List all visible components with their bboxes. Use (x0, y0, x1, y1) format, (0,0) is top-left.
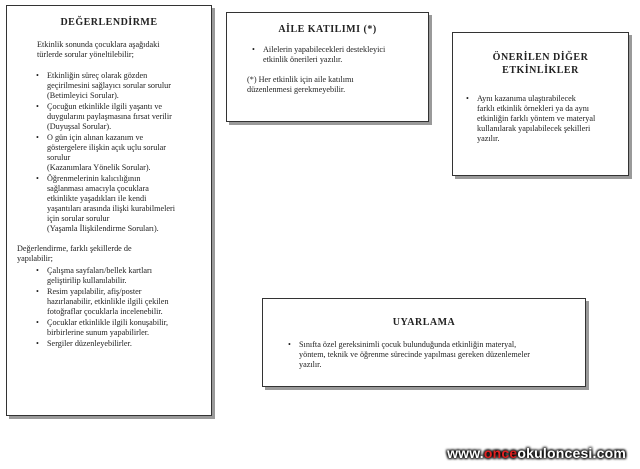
aile-note-line-2: düzenlenmesi gerekmeyebilir. (247, 85, 346, 94)
uyarlama-box (262, 298, 586, 387)
uyarlama-list (283, 340, 585, 370)
aile-item (263, 45, 428, 65)
method-item-line: hazırlanabilir, etkinlikle ilgili çekilen (47, 297, 169, 306)
method-item-line: • Resim yapılabilir, afiş/poster (47, 287, 142, 296)
oneri-title-line-2: ETKİNLİKLER (502, 65, 579, 76)
method-item-line: • Çalışma sayfaları/bellek kartları (47, 266, 153, 275)
degerlendirme-intro-line-2: türlerde sorular yöneltilebilir; (37, 50, 134, 59)
onerilen-etkinlikler-box (452, 32, 629, 176)
method-item-line: fotoğraflar çocuklarla incelenebilir. (47, 307, 163, 316)
uyarlama-item-line: • Sınıfta özel gereksinimli çocuk bulunduğunda etkinliğin materyal, (299, 340, 517, 349)
question-type-item-line: geçirilmesini sağlayıcı sorular sorulur (47, 81, 171, 90)
oneri-item (477, 94, 628, 144)
question-type-item-line: etkinlikte yaşadıkları ile kendi (47, 194, 147, 203)
aile-katilimi-list (247, 45, 428, 65)
oneri-item-line: • Aynı kazanıma ulaştırabilecek (477, 94, 576, 103)
watermark-text (447, 445, 626, 461)
oneri-item-line: etkinliğin farklı yöntem ve materyal (477, 114, 596, 123)
degerlendirme-intro2-line-1: Değerlendirme, farklı şekillerde de (17, 244, 132, 253)
oneri-item-line: yazılır. (477, 134, 500, 143)
degerlendirme-box (6, 5, 212, 416)
method-item (47, 318, 211, 338)
method-item (47, 266, 211, 286)
question-type-item-line: için sorular sorulur (47, 214, 110, 223)
question-type-item-line: (Duyuşsal Sorular). (47, 122, 112, 131)
aile-item-line: • Ailelerin yapabilecekleri destekleyici (263, 45, 386, 54)
method-item-line: birbirlerine sunum yapabilirler. (47, 328, 150, 337)
question-type-item-line: (Kazanımlara Yönelik Sorular). (47, 163, 151, 172)
method-item-line: • Sergiler düzenleyebilirler. (47, 339, 132, 348)
watermark-suffix: okuloncesi.com (517, 445, 626, 461)
degerlendirme-method-list (31, 266, 211, 349)
degerlendirme-question-list (31, 71, 211, 234)
aile-note-line-1: (*) Her etkinlik için aile katılımı (247, 75, 354, 84)
degerlendirme-intro2-line-2: yapılabilir; (17, 254, 53, 263)
question-type-item-line: • Çocuğun etkinlikle ilgili yaşantı ve (47, 102, 163, 111)
onerilen-etkinlikler-list (463, 94, 628, 144)
oneri-item-line: farklı etkinlik örnekleri ya da aynı (477, 104, 590, 113)
question-type-item-line: (Betimleyici Sorular). (47, 91, 119, 100)
aile-item-line: etkinlik önerileri yazılır. (263, 55, 343, 64)
question-type-item-line: göstergelere ilişkin açık uçlu sorular (47, 143, 166, 152)
onerilen-etkinlikler-title (453, 51, 628, 77)
degerlendirme-intro (37, 40, 205, 60)
question-type-item-line: sorulur (47, 153, 71, 162)
uyarlama-item (299, 340, 585, 370)
uyarlama-title: UYARLAMA (392, 317, 456, 328)
question-type-item-line: (Yaşamla İlişkilendirme Soruları). (47, 224, 159, 233)
question-type-item-line: • Öğrenmelerinin kalıcılığının (47, 174, 141, 183)
uyarlama-item-line: yazılır. (299, 360, 322, 369)
uyarlama-item-line: yöntem, teknik ve öğrenme sürecinde yapılması gereken düzenlemeler (299, 350, 530, 359)
question-type-item-line: duygularını paylaşmasına fırsat verilir (47, 112, 172, 121)
oneri-title-line-1: ÖNERİLEN DİĞER (492, 52, 589, 63)
question-type-item-line: sağlanması amacıyla çocuklara (47, 184, 149, 193)
question-type-item-line: • Etkinliğin süreç olarak gözden (47, 71, 148, 80)
watermark-red: once (483, 445, 518, 461)
question-type-item-line: yaşantıları arasında ilişki kurabilmeleri (47, 204, 176, 213)
method-item (47, 287, 211, 317)
oneri-item-line: kullanılarak yapılabilecek şekilleri (477, 124, 591, 133)
aile-katilimi-box (226, 12, 429, 122)
question-type-item (47, 102, 211, 132)
method-item-line: • Çocuklar etkinlikle ilgili konuşabilir, (47, 318, 169, 327)
method-item (47, 339, 211, 349)
watermark-prefix: www. (447, 445, 484, 461)
question-type-item (47, 133, 211, 173)
question-type-item (47, 174, 211, 234)
question-type-item (47, 71, 211, 101)
method-item-line: geliştirilip kullanılabilir. (47, 276, 127, 285)
aile-katilimi-title: AİLE KATILIMI (*) (278, 24, 377, 35)
aile-katilimi-note (247, 75, 422, 95)
degerlendirme-title: DEĞERLENDİRME (60, 17, 158, 28)
degerlendirme-intro-line-1: Etkinlik sonunda çocuklara aşağıdaki (37, 40, 160, 49)
degerlendirme-intro-2 (17, 244, 205, 264)
question-type-item-line: • O gün için alınan kazanım ve (47, 133, 144, 142)
